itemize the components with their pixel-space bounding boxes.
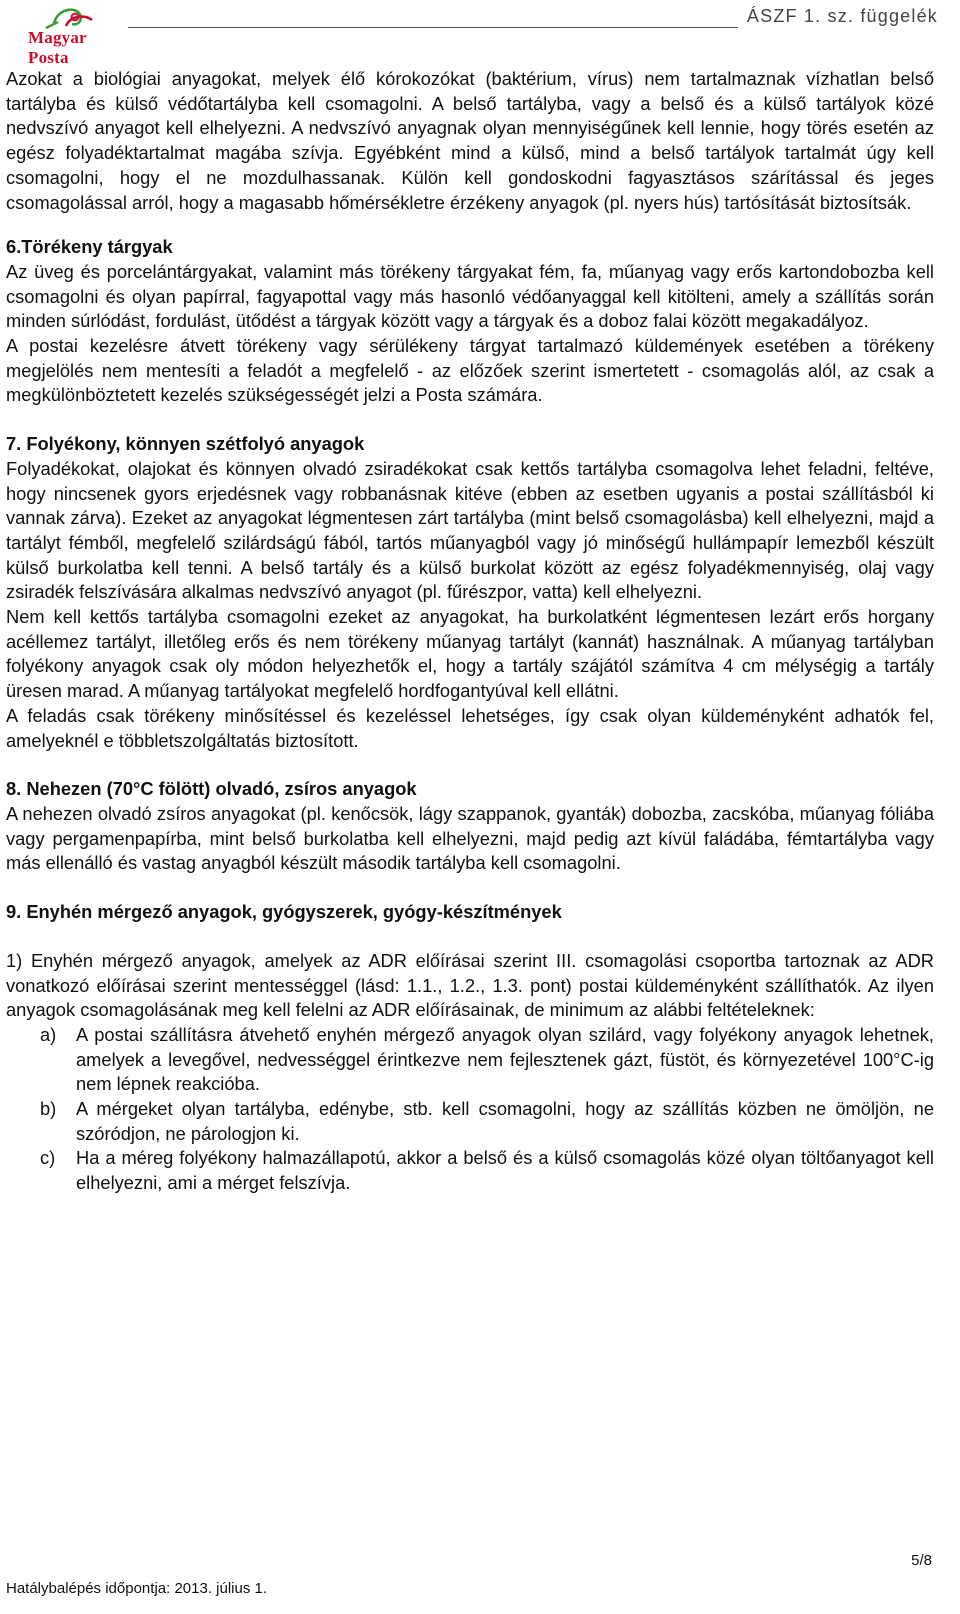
list-marker: a) [40, 1023, 57, 1045]
page-number: 5/8 [911, 1552, 932, 1569]
section-8-paragraph-1: A nehezen olvadó zsíros anyagokat (pl. kenőcsök, lágy szappanok, gyanták) dobozba, zacskóba, műanyag fóliába vagy pergamenpapírba, mint belső burkolatba kell elhelyezni, majd pedig azt kívül faládába, fémtartályba vagy más ellenálló és vastag anyagból készült második tartályba kell csomagolni. [6, 802, 934, 874]
section-9-heading: 9. Enyhén mérgező anyagok, gyógyszerek, gyógy-készítmények [6, 901, 562, 923]
list-marker: b) [40, 1098, 57, 1120]
section-6-paragraph-2: A postai kezelésre átvett törékeny vagy sérülékeny tárgyat tartalmazó küldemények esetében a törékeny megjelölés nem mentesíti a feladót a megfelelő - az előzőek szerint ismertetett - csomagolás alól, az csak a megkülönböztetett kezelés szükségességét jelzi a Posta számára. [6, 335, 934, 406]
intro-paragraph: Azokat a biológiai anyagokat, melyek élő kórokozókat (baktérium, vírus) nem tartalmaznak vízhatlan belső tartályba és külső védőtartályba kell csomagolni. A belső tartályba, vagy a belső és a külső tartályok közé nedvszívó anyagot kell elhelyezni. A nedvszívó anyagnak olyan mennyiségűnek kell lennie, hogy törés esetén az egész folyadéktartalmat magába szívja. Egyébként mind a külső, mind a belső tartályok tartalmát úgy kell csomagolni, hogy el ne mozdulhassanak. Külön kell gondoskodni fagyasztásos szárítással és jeges csomagolással arról, hogy a magasabb hőmérsékletre érzékeny anyagok (pl. nyers hús) tartósítását biztosítsák. [6, 68, 934, 213]
section-7-paragraph-1: Folyadékokat, olajokat és könnyen olvadó zsiradékokat csak kettős tartályba csomagolva lehet feladni, feltéve, hogy nincsenek gyors erjedésnek vagy robbanásnak kitéve (ebben az esetben ugyanis a postai szállításból ki vannak zárva). Ezeket az anyagokat légmentesen zárt tartályba (mint belső csomagolásba) kell elhelyezni, majd a tartályt fémből, megfelelő szilárdságú fából, tartós műanyagból vagy jó minőségű hullámpapír lemezből készült külső burkolatba kell tenni. A belső tartály és a külső burkolat között az egész folyadékmennyiség, olaj vagy zsiradék felszívására alkalmas nedvszívó anyagot (pl. fűrészpor, vatta) kell elhelyezni. [6, 457, 934, 603]
effective-date: Hatálybalépés időpontja: 2013. július 1. [6, 1580, 268, 1597]
list-item-text: Ha a méreg folyékony halmazállapotú, akkor a belső és a külső csomagolás közé olyan töltőanyagot kell elhelyezni, ami a mérget felszívja. [76, 1147, 934, 1194]
section-9-list [6, 1023, 934, 1196]
section-6-heading: 6.Törékeny tárgyak [6, 236, 173, 258]
list-item-text: A postai szállításra átvehető enyhén mérgező anyagok olyan szilárd, vagy folyékony anyagok lehetnek, amelyek a levegővel, nedvességgel érintkezve nem fejlesztenek gázt, füstöt, és környezetével 100°C-ig nem lépnek reakcióba. [76, 1023, 934, 1095]
section-8-heading: 8. Nehezen (70°C fölött) olvadó, zsíros anyagok [6, 778, 417, 800]
list-item [6, 1146, 934, 1195]
document-reference: ÁSZF 1. sz. függelék [746, 6, 938, 26]
list-item [6, 1097, 934, 1146]
section-7-heading: 7. Folyékony, könnyen szétfolyó anyagok [6, 433, 365, 455]
section-6-paragraph-1: Az üveg és porcelántárgyakat, valamint más törékeny tárgyakat fém, fa, műanyag vagy erős kartondobozba kell csomagolni és olyan papírral, fagyapottal vagy más hasonló védőanyaggal kell kitölteni, amely a szállítás során minden súrlódást, fordulást, ütődést a tárgyak között vagy a tárgyak és a doboz falai között megakadályoz. [6, 260, 934, 332]
list-item [6, 1023, 934, 1097]
page-header [0, 0, 960, 67]
logo-wordmark: Magyar Posta [28, 28, 87, 67]
section-7-paragraph-3: A feladás csak törékeny minősítéssel és kezeléssel lehetséges, így csak olyan küldeményként adhatók fel, amelyeknél e többletszolgáltatás biztosított. [6, 704, 934, 751]
header-rule [128, 27, 738, 28]
section-9-paragraph-1: 1) Enyhén mérgező anyagok, amelyek az ADR előírásai szerint III. csomagolási csoportba tartoznak az ADR vonatkozó előírásai szerint mentességgel (lásd: 1.1., 1.2., 1.3. pont) postai küldeményként szállíthatók. Az ilyen anyagok csomagolásának meg kell felelni az ADR előírásainak, de minimum az alábbi feltételeknek: [6, 949, 934, 1021]
list-item-text: A mérgeket olyan tartályba, edénybe, stb. kell csomagolni, hogy az szállítás közben ne ömöljön, ne szóródjon, ne párologjon ki. [76, 1098, 934, 1144]
magyar-posta-logo [12, 2, 122, 67]
section-7-paragraph-2: Nem kell kettős tartályba csomagolni ezeket az anyagokat, ha burkolatként légmentesen lezárt erős horgany acéllemez tartályt, illetőleg erős és nem törékeny műanyag tartályt (kannát) használnak. A műanyag tartályban folyékony anyagok csak oly módon helyezhetők el, hogy a tartály szájától számítva 4 cm mélységig a tartály üresen marad. A műanyag tartályokat megfelelő hordfogantyúval kell ellátni. [6, 606, 934, 702]
list-marker: c) [40, 1147, 56, 1169]
document-body [6, 67, 934, 1196]
